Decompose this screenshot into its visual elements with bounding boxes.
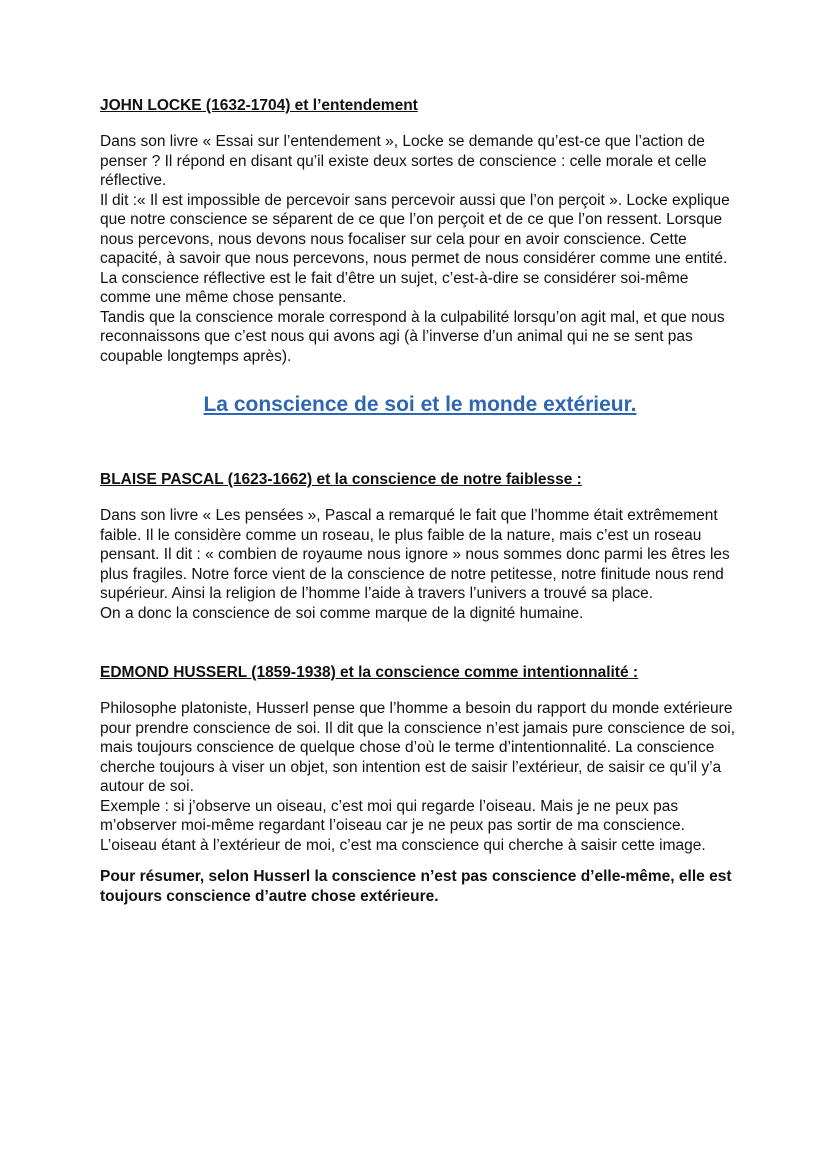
- locke-paragraph-2: Il dit :« Il est impossible de percevoir sans percevoir aussi que l’on perçoit ». Locke explique que notre conscience se séparent de ce que l’on perçoit et de ce que l’on ressent. Lorsque nous percevons, nous devons nous focaliser sur cela pour en avoir conscience. Cette capacité, à savoir que nous percevons, nous permet de nous considérer comme une entité.: [100, 191, 730, 267]
- section-pascal: [100, 470, 740, 623]
- document-content: [100, 96, 740, 907]
- locke-paragraph-1: Dans son livre « Essai sur l’entendement », Locke se demande qu’est-ce que l’action de penser ? Il répond en disant qu’il existe deux sortes de conscience : celle morale et celle réflective.: [100, 133, 707, 189]
- section-locke: [100, 96, 740, 366]
- section-husserl: [100, 663, 740, 907]
- locke-paragraph-3: La conscience réflective est le fait d’être un sujet, c’est-à-dire se considérer soi-même comme une même chose pensante.: [100, 269, 689, 306]
- pascal-paragraph-2: On a donc la conscience de soi comme marque de la dignité humaine.: [100, 604, 584, 622]
- subheading: La conscience de soi et le monde extérieur.: [203, 393, 637, 416]
- husserl-paragraph-1: Philosophe platoniste, Husserl pense que l’homme a besoin du rapport du monde extérieure pour prendre conscience de soi. Il dit que la conscience n’est jamais pure conscience de soi, mais toujours conscience de quelque chose d’où le terme d’intentionnalité. La conscience cherche toujours à viser un objet, son intention est de saisir l’extérieur, de saisir ce qu’il y’a autour de soi.: [100, 700, 736, 795]
- section-title-locke: JOHN LOCKE (1632-1704) et l’entendement: [100, 97, 418, 114]
- pascal-paragraph-1: Dans son livre « Les pensées », Pascal a remarqué le fait que l’homme était extrêmement faible. Il le considère comme un roseau, le plus faible de la nature, mais c’est un roseau pensant. Il dit : « combien de royaume nous ignore » nous sommes donc parmi les êtres les plus fragiles. Notre force vient de la conscience de notre petitesse, notre finitude nous rend supérieur. Ainsi la religion de l’homme l’aide à travers l’univers a trouvé sa place.: [100, 507, 730, 602]
- locke-paragraph-4: Tandis que la conscience morale correspond à la culpabilité lorsqu’on agit mal, et que nous reconnaissons que c’est nous qui avons agi (à l’inverse d’un animal qui ne se sent pas coupable longtemps après).: [100, 308, 725, 365]
- section-title-pascal: BLAISE PASCAL (1623-1662) et la conscience de notre faiblesse :: [100, 471, 582, 488]
- husserl-paragraph-2: Exemple : si j’observe un oiseau, c’est moi qui regarde l’oiseau. Mais je ne peux pas m’observer moi-même regardant l’oiseau car je ne peux pas sortir de ma conscience. L’oiseau étant à l’extérieur de moi, c’est ma conscience qui cherche à saisir cette image.: [100, 797, 706, 854]
- husserl-summary: Pour résumer, selon Husserl la conscience n’est pas conscience d’elle-même, elle est toujours conscience d’autre chose extérieure.: [100, 868, 732, 905]
- section-title-husserl: EDMOND HUSSERL (1859-1938) et la conscience comme intentionnalité :: [100, 664, 639, 681]
